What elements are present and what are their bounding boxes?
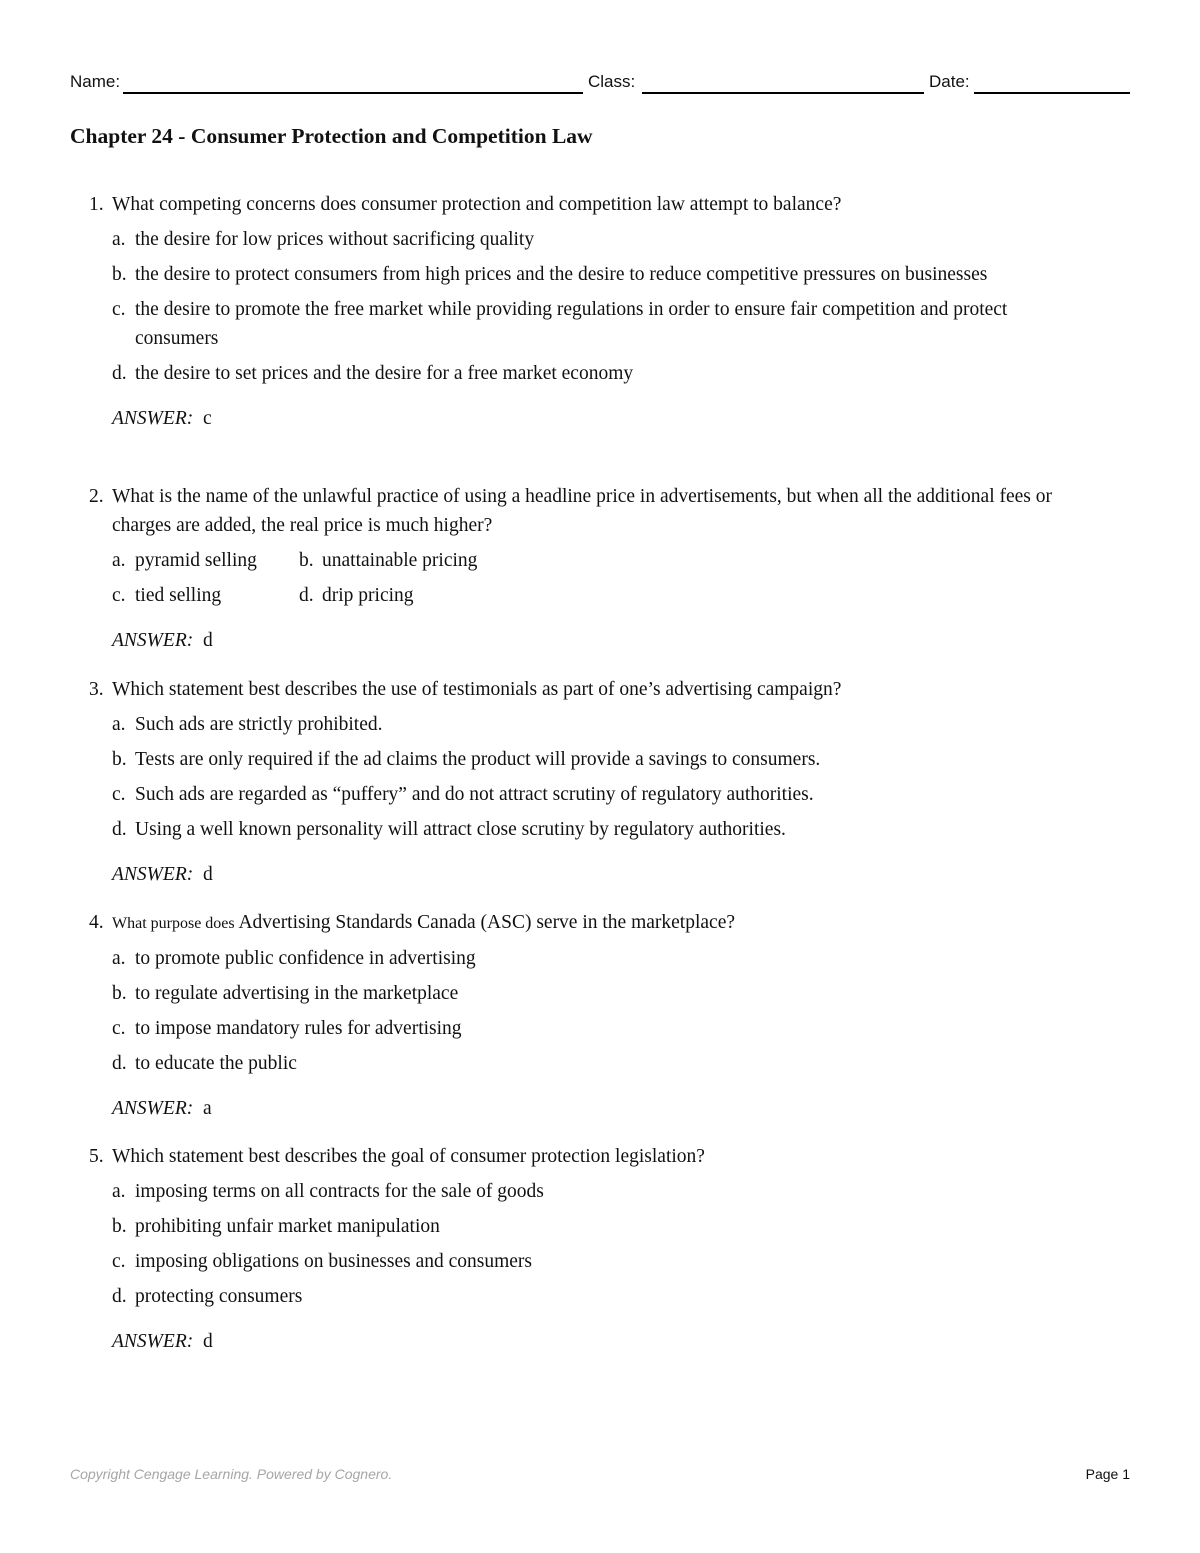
question-stem — [89, 675, 1119, 704]
question-number: 2. — [89, 486, 104, 507]
choice-letter: c. — [112, 1251, 126, 1272]
question-2 — [89, 482, 1119, 655]
choice-d — [299, 581, 619, 610]
choice-letter: c. — [112, 299, 126, 320]
choice-letter: d. — [112, 819, 127, 840]
answer-label: ANSWER: — [112, 864, 194, 885]
choice-text: drip pricing — [322, 585, 414, 606]
answer-line — [112, 404, 1119, 433]
choice-text: to educate the public — [135, 1053, 297, 1074]
header-fields — [70, 72, 1130, 98]
choice-c — [112, 295, 1070, 353]
answer-value: d — [202, 1331, 213, 1352]
choice-a — [112, 546, 299, 575]
choice-letter: a. — [112, 229, 126, 250]
choice-b — [112, 260, 1005, 289]
answer-value: d — [202, 864, 213, 885]
choice-c — [112, 1014, 1119, 1043]
question-text: What competing concerns does consumer protection and competition law attempt to balance? — [112, 194, 842, 215]
answer-line — [112, 1094, 1119, 1123]
choice-letter: b. — [112, 983, 127, 1004]
choice-text: protecting consumers — [135, 1286, 303, 1307]
choice-text: the desire to promote the free market while providing regulations in order to ensure fair competition and protect consumers — [135, 299, 1008, 349]
name-field-line — [123, 92, 583, 94]
choice-d — [112, 1282, 1119, 1311]
name-label: Name: — [70, 72, 121, 91]
choice-text: imposing terms on all contracts for the sale of goods — [135, 1181, 544, 1202]
question-stem — [89, 1142, 1119, 1171]
choice-letter: d. — [112, 363, 127, 384]
question-stem — [89, 190, 1119, 219]
choice-text: to promote public confidence in advertising — [135, 948, 476, 969]
question-stem — [89, 482, 1102, 540]
page-number: Page 1 — [1085, 1466, 1130, 1482]
choice-c — [112, 581, 299, 610]
choice-d — [112, 1049, 1119, 1078]
choice-b — [112, 979, 1119, 1008]
choice-text: prohibiting unfair market manipulation — [135, 1216, 440, 1237]
choice-text: Such ads are strictly prohibited. — [135, 714, 383, 735]
choice-letter: a. — [112, 714, 126, 735]
answer-label: ANSWER: — [112, 1098, 194, 1119]
answer-value: d — [202, 630, 213, 651]
choice-letter: a. — [112, 948, 126, 969]
choice-text: the desire to protect consumers from high prices and the desire to reduce competitive pressures on businesses — [135, 264, 988, 285]
question-number: 4. — [89, 912, 104, 933]
choice-text: tied selling — [135, 585, 222, 606]
question-text-prefix: What purpose does — [112, 915, 235, 932]
question-3 — [89, 675, 1119, 889]
choice-text: Such ads are regarded as “puffery” and do not attract scrutiny of regulatory authorities. — [135, 784, 814, 805]
question-5 — [89, 1142, 1119, 1356]
choice-b — [112, 1212, 1119, 1241]
choice-letter: b. — [112, 1216, 127, 1237]
choice-text: imposing obligations on businesses and consumers — [135, 1251, 533, 1272]
choice-a — [112, 710, 1119, 739]
question-stem — [89, 908, 1119, 938]
choice-b — [299, 546, 619, 575]
answer-label: ANSWER: — [112, 408, 194, 429]
choice-letter: b. — [299, 550, 314, 571]
class-label: Class: — [588, 72, 636, 91]
choice-letter: a. — [112, 1181, 126, 1202]
chapter-title: Chapter 24 - Consumer Protection and Competition Law — [70, 124, 593, 148]
choice-letter: d. — [112, 1286, 127, 1307]
question-4 — [89, 908, 1119, 1123]
choice-text: to regulate advertising in the marketplace — [135, 983, 459, 1004]
choice-letter: b. — [112, 264, 127, 285]
choice-letter: c. — [112, 1018, 126, 1039]
choice-d — [112, 359, 1119, 388]
question-1 — [89, 190, 1119, 433]
choice-text: to impose mandatory rules for advertising — [135, 1018, 462, 1039]
choice-b — [112, 745, 1119, 774]
copyright-notice: Copyright Cengage Learning. Powered by Cognero. — [70, 1466, 393, 1482]
choice-text: Using a well known personality will attract close scrutiny by regulatory authorities. — [135, 819, 786, 840]
question-text: What is the name of the unlawful practice of using a headline price in advertisements, but when all the additional fees or charges are added, the real price is much higher? — [112, 486, 1053, 536]
question-number: 1. — [89, 194, 104, 215]
choice-c — [112, 1247, 1119, 1276]
question-number: 3. — [89, 679, 104, 700]
choice-text: the desire to set prices and the desire for a free market economy — [135, 363, 634, 384]
choice-text: Tests are only required if the ad claims the product will provide a savings to consumers. — [135, 749, 821, 770]
answer-line — [112, 860, 1119, 889]
choice-d — [112, 815, 1119, 844]
class-field-line — [642, 92, 924, 94]
answer-label: ANSWER: — [112, 1331, 194, 1352]
choice-c — [112, 780, 1119, 809]
choice-letter: c. — [112, 585, 126, 606]
choice-grid — [112, 546, 1119, 610]
choice-letter: a. — [112, 550, 126, 571]
question-number: 5. — [89, 1146, 104, 1167]
choice-text: unattainable pricing — [322, 550, 478, 571]
answer-line — [112, 1327, 1119, 1356]
question-text: Which statement best describes the goal of consumer protection legislation? — [112, 1146, 705, 1167]
choice-a — [112, 944, 1119, 973]
date-field-line — [974, 92, 1130, 94]
date-label: Date: — [929, 72, 970, 91]
answer-value: c — [202, 408, 212, 429]
choice-a — [112, 225, 1119, 254]
answer-value: a — [202, 1098, 212, 1119]
question-text: Which statement best describes the use of testimonials as part of one’s advertising campaign? — [112, 679, 842, 700]
question-text: Advertising Standards Canada (ASC) serve in the marketplace? — [238, 912, 736, 933]
choice-text: the desire for low prices without sacrificing quality — [135, 229, 535, 250]
choice-text: pyramid selling — [135, 550, 257, 571]
choice-a — [112, 1177, 1119, 1206]
choice-letter: d. — [112, 1053, 127, 1074]
choice-letter: b. — [112, 749, 127, 770]
choice-letter: c. — [112, 784, 126, 805]
answer-label: ANSWER: — [112, 630, 194, 651]
choice-letter: d. — [299, 585, 314, 606]
answer-line — [112, 626, 1119, 655]
